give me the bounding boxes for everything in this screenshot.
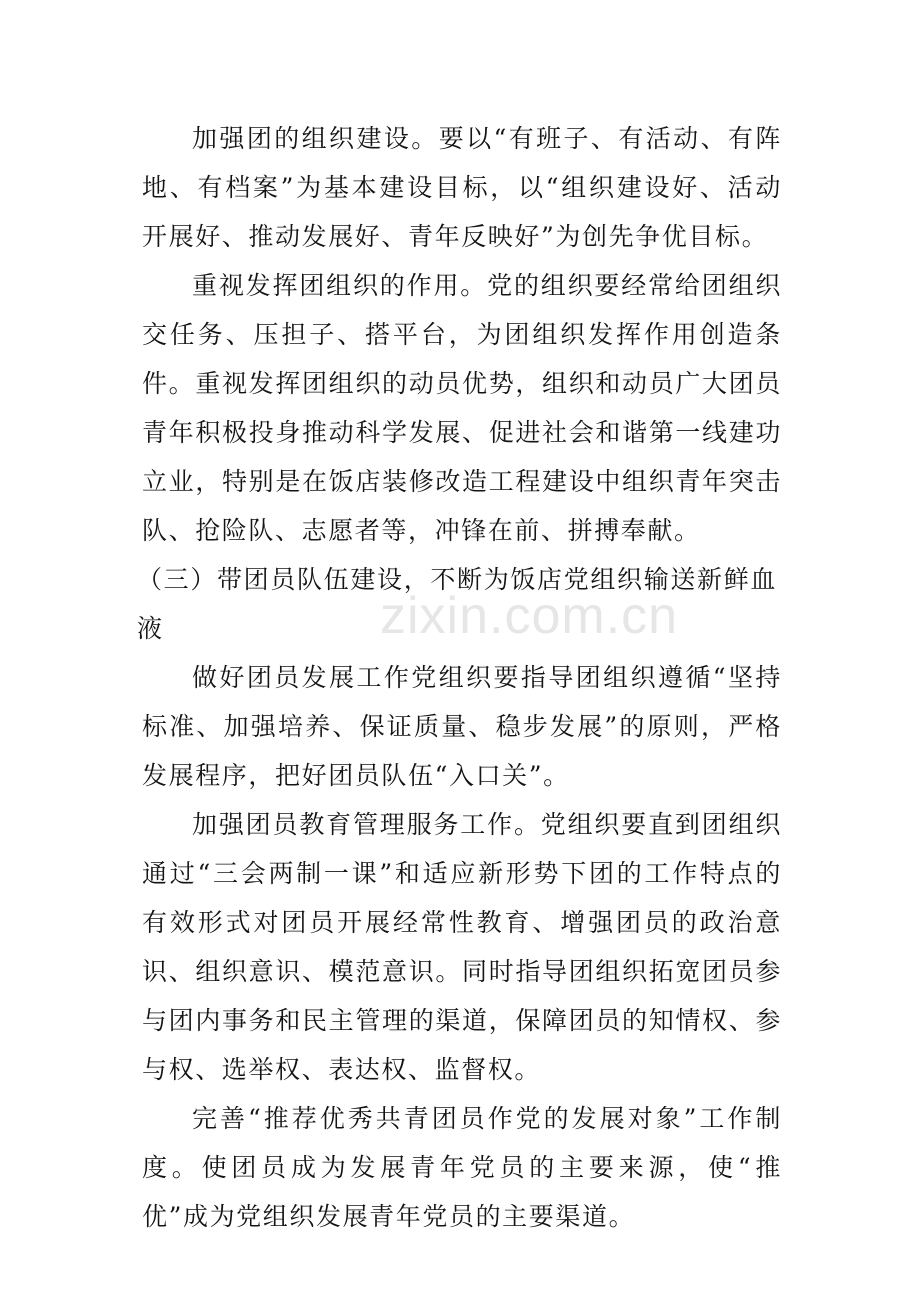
paragraph-recommend-system: 完善“推荐优秀共青团员作党的发展对象”工作制度。使团员成为发展青年党员的主要来源，使“推优”成为党组织发展青年党员的主要渠道。 — [142, 1104, 782, 1231]
paragraph-member-education: 加强团员教育管理服务工作。党组织要直到团组织通过“三会两制一课”和适应新形势下团的工作特点的有效形式对团员开展经常性教育、增强团员的政治意识、组织意识、模范意识。同时指导团组织拓宽团员参与团内事务和民主管理的渠道，保障团员的知情权、参与权、选举权、表达权、监督权。 — [142, 810, 782, 1084]
section-heading-3: （三）带团员队伍建设，不断为饭店党组织输送新鲜血液 — [137, 565, 777, 643]
paragraph-member-development: 做好团员发展工作党组织要指导团组织遵循“坚持标准、加强培养、保证质量、稳步发展”的原则，严格发展程序，把好团员队伍“入口关”。 — [142, 663, 782, 790]
document-body — [137, 114, 782, 1241]
paragraph-league-role: 重视发挥团组织的作用。党的组织要经常给团组织交任务、压担子、搭平台，为团组织发挥作用创造条件。重视发挥团组织的动员优势，组织和动员广大团员青年积极投身推动科学发展、促进社会和谐第一线建功立业，特别是在饭店装修改造工程建设中组织青年突击队、抢险队、志愿者等，冲锋在前、拼搏奉献。 — [142, 271, 782, 545]
paragraph-org-building: 加强团的组织建设。要以“有班子、有活动、有阵地、有档案”为基本建设目标，以“组织建设好、活动开展好、推动发展好、青年反映好”为创先争优目标。 — [142, 124, 782, 251]
watermark: zixin.com.cn — [380, 587, 679, 645]
